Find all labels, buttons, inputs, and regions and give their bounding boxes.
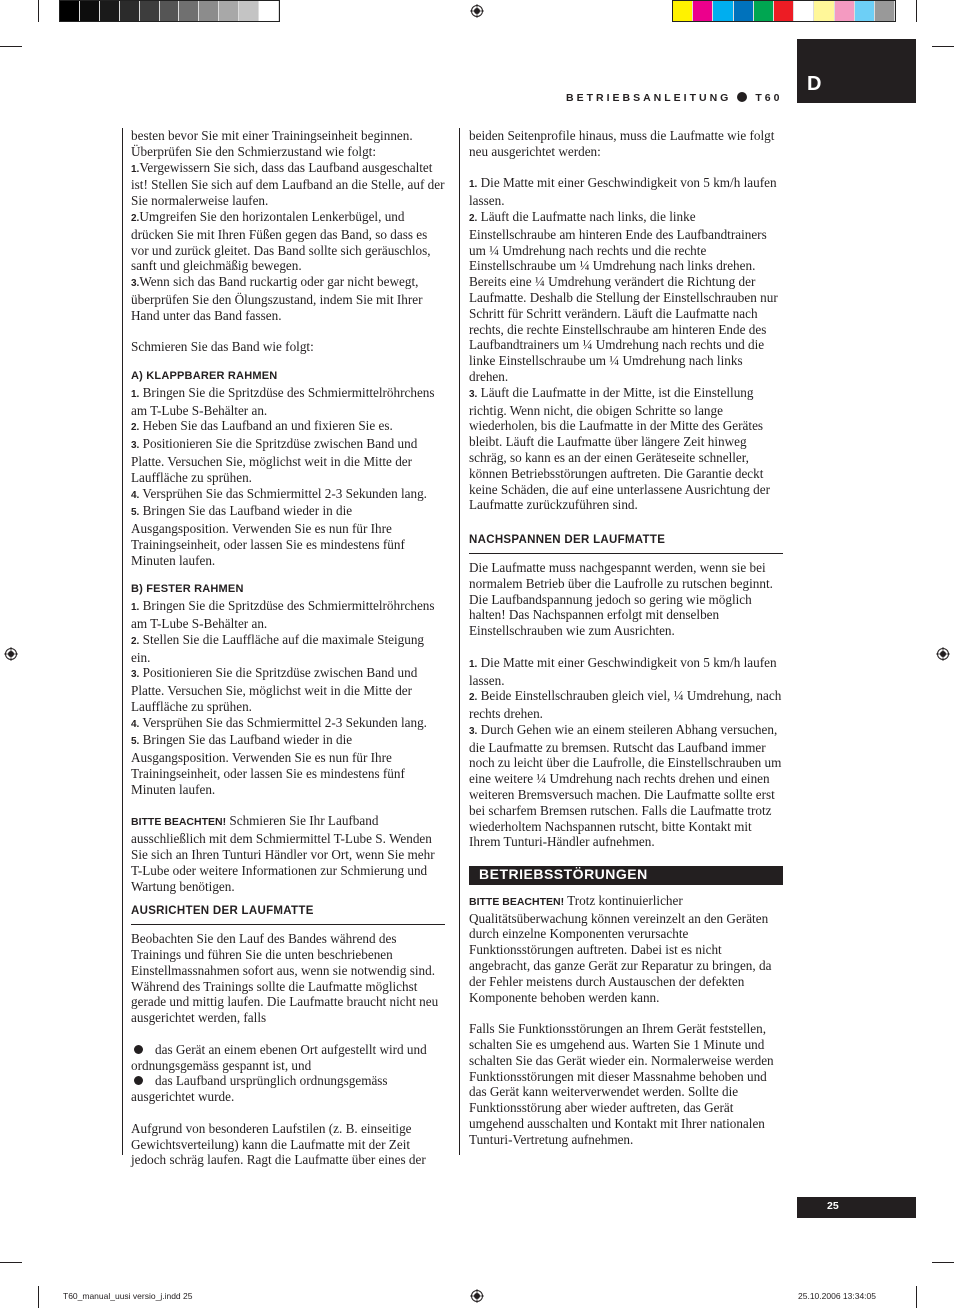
color-swatch — [120, 1, 140, 21]
step-text: Vergewissern Sie sich, dass das Laufband ausgeschaltet ist! Stellen Sie sich auf dem Laufband an die Stelle, auf der Sie normalerweise laufen. — [131, 159, 445, 209]
color-swatch — [814, 1, 834, 21]
bullet-icon — [737, 92, 747, 102]
registration-mark-icon — [470, 1289, 484, 1303]
step-number: 5. — [131, 736, 140, 748]
step-text: Beide Einstellschrauben gleich viel, ¼ Umdrehung, nach rechts drehen. — [469, 688, 782, 722]
list-item — [131, 209, 445, 274]
step-text: Bringen Sie die Spritzdüse des Schmiermittelröhrchens am T-Lube S-Behälter an. — [131, 598, 435, 631]
align-heading: AUSRICHTEN DER LAUFMATTE — [131, 904, 445, 925]
list-item — [469, 385, 783, 513]
color-swatch — [713, 1, 733, 21]
folding-frame-heading: A) KLAPPBARER RAHMEN — [131, 369, 278, 382]
crop-mark — [0, 46, 22, 47]
align-intro: Beobachten Sie den Lauf des Bandes während des Trainings und führen Sie die unten beschriebenen Einstellmassnahmen sofort aus, wenn sie notwendig sind. Während des Trainings sollte die Laufmatte möglichst gerade und mittig laufen. Die Laufmatte braucht nicht neu ausgerichtet werden, falls — [131, 931, 439, 1026]
left-column — [131, 128, 445, 1168]
list-item — [131, 632, 445, 666]
color-swatch — [60, 1, 80, 21]
list-item — [131, 732, 445, 797]
bullet-text: das Laufband ursprünglich ordnungsgemäss ausgerichtet wurde. — [131, 1073, 388, 1105]
color-swatch — [219, 1, 239, 21]
step-number: 3. — [131, 440, 140, 452]
color-swatch — [835, 1, 855, 21]
bullet-icon — [134, 1076, 143, 1085]
step-number: 3. — [469, 388, 478, 400]
step-text: Umgreifen Sie den horizontalen Lenkerbügel, und drücken Sie mit Ihren Füßen gegen das Band, so dass es vor und zurück gleitet. Das Band sollte sich geräuschlos, sanft und gleichmäßig bewegen. — [131, 208, 431, 274]
tension-steps-list — [469, 655, 783, 851]
step-number: 1. — [131, 602, 140, 614]
running-title: BETRIEBSANLEITUNG — [566, 92, 732, 104]
running-header — [566, 92, 782, 104]
crop-mark — [932, 1262, 954, 1263]
fixed-steps-list — [131, 598, 445, 798]
step-number: 1. — [131, 388, 140, 400]
note-text: Trotz kontinuierlicher Qualitätsüberwachung können vereinzelt an den Geräten durch einzelne Komponenten verursachte Funktionsstörungen auftreten. Dabei ist es nicht angebracht, das ganze Gerät zur Reparatur zu bringen, da der Fehler meistens durch Austauschen der defekten Komponente behoben werden kann. — [469, 892, 772, 1005]
align-outro: Aufgrund von besonderen Laufstilen (z. B. einseitige Gewichtsverteilung) kann die Laufmatte mit der Zeit jedoch schräg laufen. Ragt die Laufmatte über eines der — [131, 1120, 426, 1168]
check-steps-list — [131, 160, 445, 324]
step-text: Bringen Sie das Laufband wieder in die Ausgangsposition. Verwenden Sie es nun für Ihre Trainingseinheit, oder lassen Sie es mindestens fünf Minuten laufen. — [131, 503, 405, 568]
step-number: 3. — [469, 725, 478, 737]
step-text: Heben Sie das Laufband an und fixieren Sie es. — [142, 418, 393, 434]
color-swatch — [693, 1, 713, 21]
list-item — [131, 486, 445, 504]
crop-mark — [916, 0, 917, 22]
crop-mark — [0, 1262, 22, 1263]
align-steps-list — [469, 175, 783, 513]
list-item — [131, 418, 445, 436]
step-number: 2. — [131, 635, 140, 647]
registration-mark-icon — [4, 647, 18, 661]
registration-mark-icon — [936, 647, 950, 661]
color-swatch — [855, 1, 875, 21]
step-text: Wenn sich das Band ruckartig oder gar nicht bewegt, überprüfen Sie den Ölungszustand, indem Sie mit Ihrer Hand unter das Band fassen. — [131, 274, 423, 323]
step-text: Versprühen Sie das Schmiermittel 2-3 Sekunden lang. — [142, 485, 427, 501]
step-text: Läuft die Laufmatte nach links, die linke Einstellschraube am hinteren Ende des Laufbandtrainers um ¼ Umdrehung nach rechts und die rechte Einstellschraube um ¼ Umdrehung nach links drehen. Bereits eine ¼ Umdrehung verändert die Richtung der Laufmatte. Deshalb die Stellung der Einstellschrauben nur Schritt für Schritt verändern. Läuft die Laufmatte nach rechts, die rechte Einstellschraube am hinteren Ende des Laufbandtrainers um ¼ Umdrehung nach rechts und die linke Einstellschraube um ¼ Umdrehung nach links drehen. — [469, 208, 778, 384]
crop-mark — [932, 46, 954, 47]
tension-intro: Die Laufmatte muss nachgespannt werden, wenn sie bei normalem Betrieb über die Laufrolle zu rutschen beginnt. Die Laufbandspannung jedoch so gering wie möglich halten! Das Nachspannen erfolgt mit denselben Einstellschrauben wie zum Ausrichten. — [469, 559, 773, 639]
folding-steps-list — [131, 385, 445, 569]
step-text: Durch Gehen wie an einem steileren Abhang versuchen, die Laufmatte zu bremsen. Rutscht das Laufband immer noch zu leicht über die Laufrolle, die Einstellschrauben um eine weitere ¼ Umdrehung nach rechts drehen und einen weiteren Bremsversuch machen. Die Laufmatte sollte erst bei scharfem Bremsen rutschen. Falls die Laufmatte trotz wiederholtem Nachspannen rutscht, bitte Kontakt mit Ihrem Tunturi-Händler aufnehmen. — [469, 721, 782, 850]
color-swatch — [160, 1, 180, 21]
color-swatch — [140, 1, 160, 21]
step-text: Versprühen Sie das Schmiermittel 2-3 Sekunden lang. — [142, 714, 427, 730]
faults-heading: BETRIEBSSTÖRUNGEN — [469, 866, 783, 885]
lube-note — [131, 813, 445, 894]
registration-mark-icon — [470, 4, 484, 18]
color-swatch — [754, 1, 774, 21]
step-number: 2. — [469, 692, 478, 704]
color-swatch — [239, 1, 259, 21]
list-item — [469, 688, 783, 722]
step-text: Positionieren Sie die Spritzdüse zwischen Band und Platte. Versuchen Sie, möglichst weit in die Mitte der Lauffläche zu sprühen. — [131, 436, 418, 485]
color-swatch — [199, 1, 219, 21]
list-item — [131, 598, 445, 632]
right-column — [469, 128, 783, 1148]
fixed-frame-heading: B) FESTER RAHMEN — [131, 583, 244, 596]
color-swatch — [774, 1, 794, 21]
column-rule — [122, 128, 123, 1155]
crop-mark — [38, 1286, 39, 1308]
step-number: 4. — [131, 718, 140, 730]
color-swatch — [875, 1, 895, 21]
timestamp-slug: 25.10.2006 13:34:05 — [798, 1291, 876, 1301]
list-item — [131, 1042, 445, 1074]
step-text: Läuft die Laufmatte in der Mitte, ist die Einstellung richtig. Wenn nicht, die obigen Schritte so lange wiederholen, bis die Laufmatte in der Mitte des Gerätes bleibt. Läuft die Laufmatte über längere Zeit hinweg schräg, so kann es an der einen Geräteseite schneller, können Betriebsstörungen auftreten. Die Garantie deckt keine Schäden, die auf eine unterlassene Ausrichtung der Laufmatte zurückzuführen sind. — [469, 384, 771, 513]
file-name-slug: T60_manual_uusi versio_j.indd 25 — [63, 1291, 193, 1301]
page-number-tab — [797, 1197, 916, 1218]
language-tab-label: D — [807, 73, 822, 95]
color-swatch — [794, 1, 814, 21]
continuation-paragraph: beiden Seitenprofile hinaus, muss die Laufmatte wie folgt neu ausgerichtet werden: — [469, 128, 775, 159]
faults-note — [469, 893, 783, 1006]
grayscale-color-bar — [59, 0, 280, 22]
color-swatch — [179, 1, 199, 21]
step-number: 5. — [131, 507, 140, 519]
list-item — [469, 722, 783, 850]
faults-paragraph: Falls Sie Funktionsstörungen an Ihrem Gerät feststellen, schalten Sie es umgehend aus. Warten Sie 1 Minute und schalten Sie das Gerät wieder ein. Normalerweise werden Funktionsstörungen mit dieser Massnahme behoben und das Gerät kann weiterverwendet werden. Sollte die Funktionsstörung aber wieder auftreten, das Gerät umgehend ausschalten und Kontakt mit Ihrer nationalen Tunturi-Vertretung aufnehmen. — [469, 1021, 774, 1147]
list-item — [131, 1073, 445, 1105]
step-text: Bringen Sie das Laufband wieder in die Ausgangsposition. Verwenden Sie es nun für Ihre Trainingseinheit, oder lassen Sie es mindestens fünf Minuten laufen. — [131, 732, 405, 797]
step-number: 1. — [469, 658, 478, 670]
color-swatch — [734, 1, 754, 21]
step-text: Stellen Sie die Lauffläche auf die maximale Steigung ein. — [131, 631, 425, 665]
page-number: 25 — [827, 1200, 839, 1212]
bullet-icon — [134, 1045, 143, 1054]
tension-heading: NACHSPANNEN DER LAUFMATTE — [469, 533, 783, 554]
list-item — [131, 665, 445, 714]
list-item — [131, 436, 445, 485]
lube-intro: Schmieren Sie das Band wie folgt: — [131, 339, 314, 355]
note-text: Schmieren Sie Ihr Laufband ausschließlich mit dem Schmiermittel T-Lube S. Wenden Sie sich an Ihren Tunturi Händler vor Ort, wenn Sie mehr T-Lube oder weitere Informationen zur Schmierung und Wartung benötigen. — [131, 813, 435, 894]
column-rule — [459, 128, 460, 1155]
list-item — [131, 160, 445, 209]
process-color-bar — [672, 0, 896, 22]
crop-mark — [38, 0, 39, 22]
step-number: 1. — [131, 163, 140, 175]
step-number: 4. — [131, 489, 140, 501]
color-swatch — [100, 1, 120, 21]
step-text: Die Matte mit einer Geschwindigkeit von 5 km/h laufen lassen. — [469, 175, 777, 209]
color-swatch — [259, 1, 279, 21]
intro-paragraph: besten bevor Sie mit einer Trainingseinheit beginnen. Überprüfen Sie den Schmierzustand wie folgt: — [131, 128, 413, 159]
step-number: 1. — [469, 179, 478, 191]
step-number: 3. — [131, 669, 140, 681]
note-label: BITTE BEACHTEN! — [469, 895, 565, 908]
list-item — [131, 385, 445, 419]
color-swatch — [673, 1, 693, 21]
model-name: T60 — [755, 92, 783, 104]
bullet-text: das Gerät an einem ebenen Ort aufgestellt wird und ordnungsgemäss gespannt ist, und — [131, 1041, 427, 1073]
list-item — [469, 655, 783, 689]
note-label: BITTE BEACHTEN! — [131, 816, 227, 829]
step-text: Positionieren Sie die Spritzdüse zwischen Band und Platte. Versuchen Sie, möglichst weit in die Mitte der Lauffläche zu sprühen. — [131, 665, 418, 714]
list-item — [469, 175, 783, 209]
list-item — [131, 503, 445, 568]
step-number: 3. — [131, 278, 140, 290]
step-number: 2. — [131, 422, 140, 434]
step-number: 2. — [131, 212, 140, 224]
list-item — [131, 274, 445, 323]
crop-mark — [916, 1286, 917, 1308]
color-swatch — [80, 1, 100, 21]
language-tab — [797, 39, 916, 103]
list-item — [131, 715, 445, 733]
step-text: Bringen Sie die Spritzdüse des Schmiermittelröhrchens am T-Lube S-Behälter an. — [131, 384, 435, 418]
step-number: 2. — [469, 212, 478, 224]
step-text: Die Matte mit einer Geschwindigkeit von 5 km/h laufen lassen. — [469, 654, 777, 688]
list-item — [469, 209, 783, 385]
